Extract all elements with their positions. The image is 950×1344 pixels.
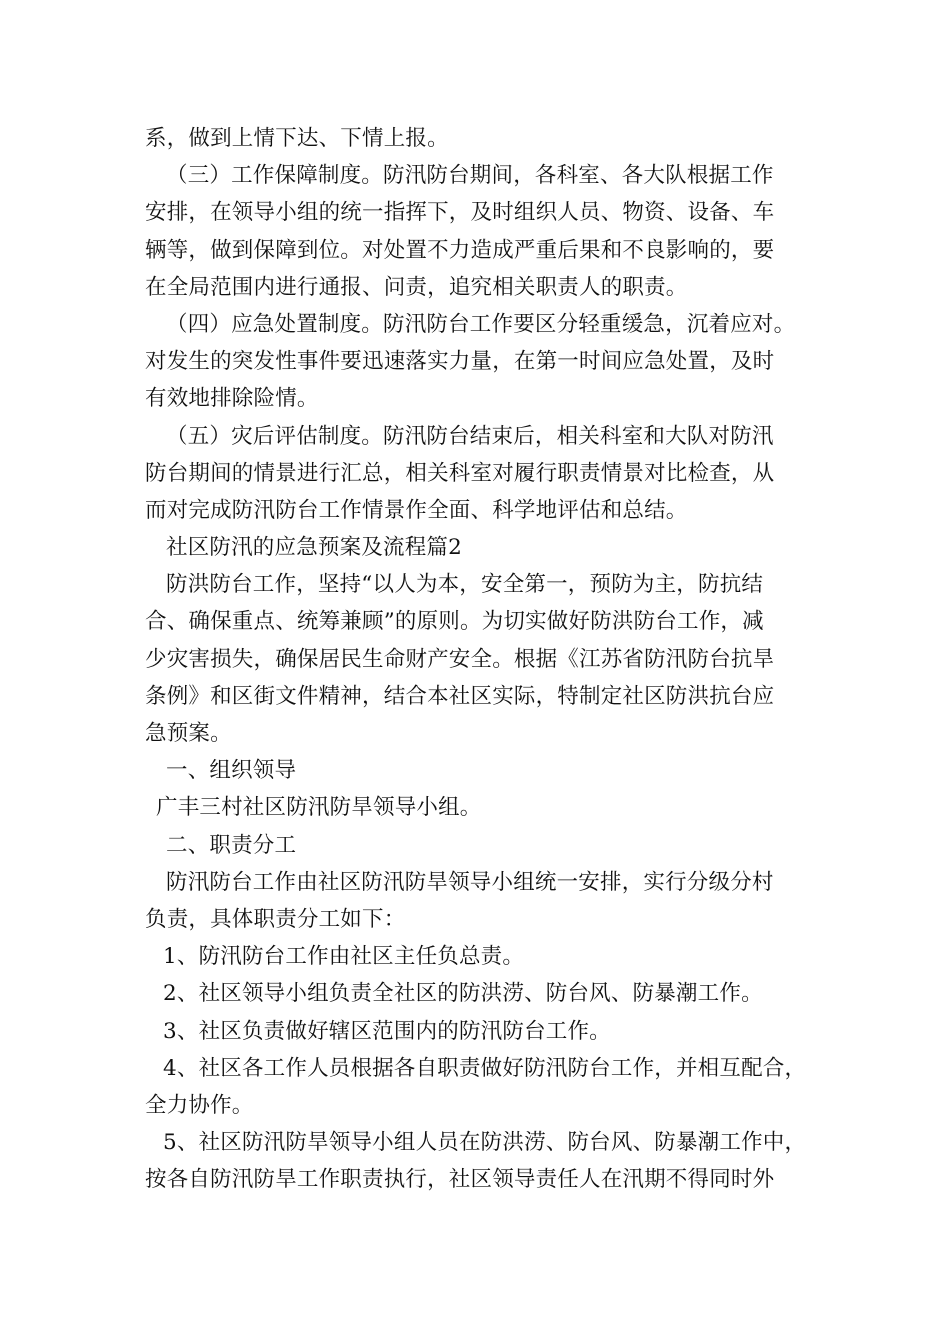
paragraph-line: 全力协作。 [145, 1092, 254, 1118]
paragraph-line: 系，做到上情下达、下情上报。 [145, 126, 449, 151]
paragraph-line: 急预案。 [145, 721, 232, 746]
list-item: 3、社区负责做好辖区范围内的防汛防台工作。 [163, 1018, 611, 1044]
list-item: 4、社区各工作人员根据各自职责做好防汛防台工作，并相互配合， [163, 1055, 807, 1081]
paragraph-line: 合、确保重点、统筹兼顾”的原则。为切实做好防洪防台工作，减 [145, 609, 764, 635]
paragraph-line: 有效地排除险情。 [145, 386, 319, 412]
document-body [145, 120, 835, 1198]
paragraph-line: 防汛防台工作由社区防汛防旱领导小组统一安排，实行分级分村 [166, 869, 774, 895]
paragraph-line: 在全局范围内进行通报、问责，追究相关职责人的职责。 [145, 274, 688, 300]
list-item: 5、社区防汛防旱领导小组人员在防洪涝、防台风、防暴潮工作中， [163, 1130, 807, 1156]
paragraph-line: 负责，具体职责分工如下： [145, 906, 406, 932]
paragraph-line: 而对完成防汛防台工作情景作全面、科学地评估和总结。 [145, 497, 688, 523]
paragraph-line: 广丰三村社区防汛防旱领导小组。 [156, 795, 482, 821]
paragraph-line: （三）工作保障制度。防汛防台期间，各科室、各大队根据工作 [166, 163, 774, 189]
paragraph-line: 防洪防台工作，坚持“以人为本，安全第一，预防为主，防抗结 [166, 572, 764, 598]
section-heading: 社区防汛的应急预案及流程篇2 [166, 535, 462, 561]
list-item: 2、社区领导小组负责全社区的防洪涝、防台风、防暴潮工作。 [163, 981, 763, 1007]
list-item: 1、防汛防台工作由社区主任负总责。 [163, 944, 525, 970]
paragraph-line: （五）灾后评估制度。防汛防台结束后，相关科室和大队对防汛 [166, 423, 774, 449]
paragraph-line: 安排，在领导小组的统一指挥下，及时组织人员、物资、设备、车 [145, 200, 775, 226]
section-heading: 一、组织领导 [166, 758, 297, 784]
paragraph-line: 对发生的突发性事件要迅速落实力量，在第一时间应急处置，及时 [145, 349, 775, 375]
section-heading: 二、职责分工 [166, 832, 297, 858]
paragraph-line: 少灾害损失，确保居民生命财产安全。根据《江苏省防汛防台抗旱 [145, 646, 775, 672]
paragraph-line: 按各自防汛防旱工作职责执行，社区领导责任人在汛期不得同时外 [145, 1167, 775, 1193]
paragraph-line: 条例》和区街文件精神，结合本社区实际，特制定社区防洪抗台应 [145, 683, 775, 709]
paragraph-line: 辆等，做到保障到位。对处置不力造成严重后果和不良影响的，要 [145, 237, 775, 263]
paragraph-line: 防台期间的情景进行汇总，相关科室对履行职责情景对比检查，从 [145, 460, 775, 486]
paragraph-line: （四）应急处置制度。防汛防台工作要区分轻重缓急，沉着应对。 [166, 311, 796, 337]
